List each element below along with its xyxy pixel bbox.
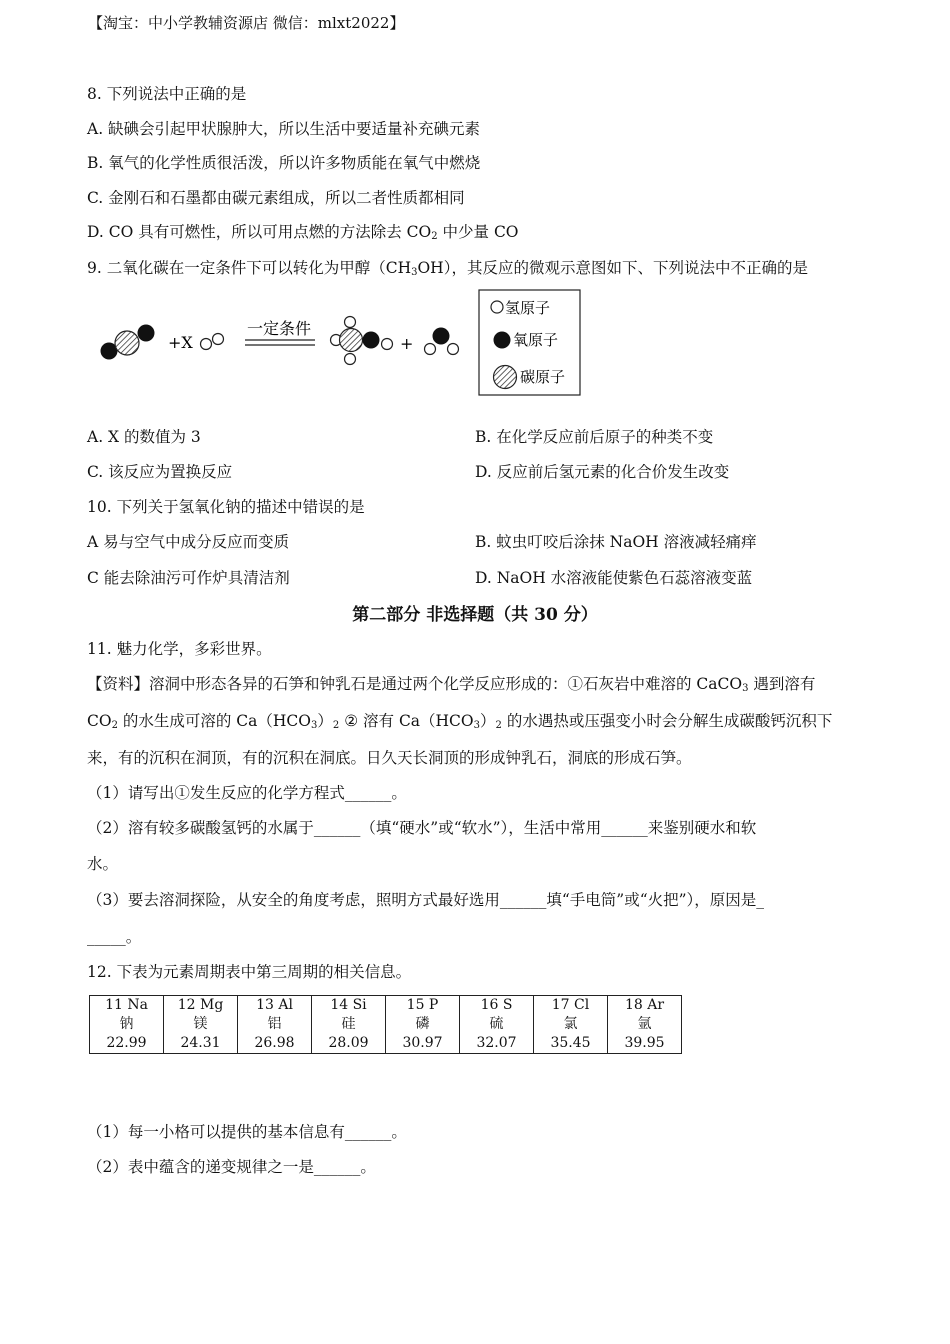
element-cell: 12 Mg 镁 24.31 (164, 996, 238, 1054)
q11-sub3: （3）要去溶洞探险，从安全的角度考虑，照明方式最好选用______填“手电筒”或“火把”），原因是_ (87, 891, 765, 909)
q11-sub3-cont: _____。 (87, 928, 142, 946)
q11-material-line3: 来，有的沉积在洞顶，有的沉积在洞底。日久天长洞顶的形成钟乳石，洞底的形成石笋。 (87, 749, 692, 767)
q11-sub2-cont: 水。 (87, 855, 119, 873)
element-cell: 14 Si 硅 28.09 (312, 996, 386, 1054)
q9-option-b: B. 在化学反应前后原子的种类不变 (475, 428, 714, 446)
co2-molecule (101, 325, 155, 360)
oxygen-atom (138, 325, 155, 342)
q8-option-b: B. 氧气的化学性质很活泼，所以许多物质能在氧气中燃烧 (87, 154, 481, 172)
q12-stem: 12. 下表为元素周期表中第三周期的相关信息。 (87, 963, 412, 981)
q9-option-c: C. 该反应为置换反应 (87, 463, 233, 481)
q10-option-c: C 能去除油污可作炉具清洁剂 (87, 569, 290, 587)
q9-option-d: D. 反应前后氢元素的化合价发生改变 (475, 463, 730, 481)
q10-option-a: A 易与空气中成分反应而变质 (87, 533, 290, 551)
legend-hydrogen-icon (491, 301, 503, 313)
q8-option-d: D. CO 具有可燃性，所以可用点燃的方法除去 $CO_2$ 中少量 CO (87, 223, 519, 242)
q10-stem: 10. 下列关于氢氧化钠的描述中错误的是 (87, 498, 365, 516)
legend-oxygen: 氧原子 (513, 331, 559, 349)
carbon-atom (115, 331, 139, 355)
q10-option-d: D. NaOH 水溶液能使紫色石蕊溶液变蓝 (475, 569, 753, 587)
q9-stem: 9. 二氧化碳在一定条件下可以转化为甲醇$(CH_3OH)$，其反应的微观示意图如下、下列说法中不正确的是 (87, 259, 808, 278)
q12-sub2: （2）表中蕴含的递变规律之一是______。 (87, 1158, 376, 1176)
reaction-diagram (95, 288, 595, 404)
q8-option-a: A. 缺碘会引起甲状腺肿大，所以生活中要适量补充碘元素 (87, 120, 481, 138)
element-cell: 15 P 磷 30.97 (386, 996, 460, 1054)
q11-material-line2: $CO_2$ 的水生成可溶的 $Ca(HCO_3)_2$ ② 溶有 $Ca(HCO_3)_2$ 的水遇热或压强变小时会分解生成碳酸钙沉积下 (87, 712, 833, 731)
legend-hydrogen: 氢原子 (505, 299, 551, 317)
legend-oxygen-icon (494, 332, 511, 349)
page-header: 【淘宝：中小学教辅资源店 微信：mlxt2022】 (88, 14, 405, 32)
plus-x-label: +X (168, 333, 193, 352)
q11-stem: 11. 魅力化学，多彩世界。 (87, 640, 272, 658)
condition-label: 一定条件 (247, 319, 312, 338)
q8-option-c: C. 金刚石和石墨都由碳元素组成，所以二者性质都相同 (87, 189, 465, 207)
q11-material-line1: 【资料】溶洞中形态各异的石笋和钟乳石是通过两个化学反应形成的：①石灰岩中难溶的 CaCO$_3$ 遇到溶有 (87, 675, 816, 694)
legend-carbon: 碳原子 (520, 368, 566, 386)
water-molecule (425, 328, 459, 355)
q9-option-a: A. X 的数值为 3 (87, 428, 201, 446)
periodic-table-row (89, 995, 682, 1054)
q11-sub2: （2）溶有较多碳酸氢钙的水属于______（填“硬水”或“软水”），生活中常用______来鉴别硬水和软 (87, 819, 757, 837)
element-cell: 13 Al 铝 26.98 (238, 996, 312, 1054)
element-cell: 18 Ar 氩 39.95 (608, 996, 682, 1054)
methanol-molecule (331, 317, 393, 365)
legend-box (479, 290, 580, 395)
plus-label: + (400, 334, 414, 353)
q10-option-b: B. 蚊虫叮咬后涂抹 NaOH 溶液减轻痛痒 (475, 533, 757, 551)
part2-title: 第二部分 非选择题（共 30 分） (352, 605, 598, 625)
h2-molecule (201, 334, 224, 350)
q12-sub1: （1）每一小格可以提供的基本信息有______。 (87, 1123, 407, 1141)
element-cell: 16 S 硫 32.07 (460, 996, 534, 1054)
element-cell: 11 Na 钠 22.99 (90, 996, 164, 1054)
q11-sub1: （1）请写出①发生反应的化学方程式______。 (87, 784, 407, 802)
element-cell: 17 Cl 氯 35.45 (534, 996, 608, 1054)
q8-stem: 8. 下列说法中正确的是 (87, 85, 247, 103)
legend-carbon-icon (494, 366, 517, 389)
